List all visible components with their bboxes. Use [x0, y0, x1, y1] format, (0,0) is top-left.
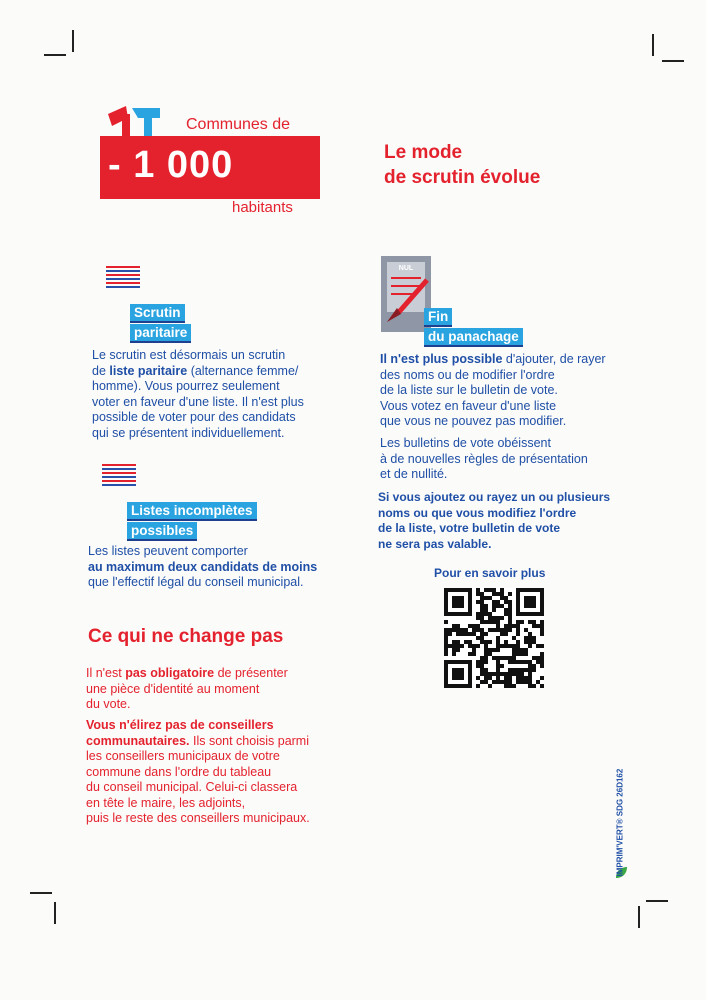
- striped-flag-icon: [102, 464, 136, 488]
- text-span: Ils sont choisis parmi: [189, 733, 309, 748]
- text-line: que l'effectif légal du conseil municipal.: [88, 575, 304, 589]
- text-line: de la liste, votre bulletin de vote: [378, 521, 561, 535]
- town-hall-icon: [104, 104, 164, 140]
- text-span: Il n'est: [86, 666, 126, 680]
- tag-line: du panachage: [424, 328, 523, 347]
- tag-line: Fin: [424, 308, 452, 327]
- text-line: en tête le maire, les adjoints,: [86, 795, 246, 810]
- population-number: - 1 000: [108, 144, 234, 186]
- text-line: qui se présentent individuellement.: [92, 425, 285, 440]
- text-line: Le scrutin est désormais un scrutin: [92, 348, 286, 362]
- text-bold: liste paritaire: [109, 363, 188, 378]
- crop-mark: [54, 902, 56, 924]
- crop-mark: [44, 54, 66, 56]
- text-line: les conseillers municipaux de votre: [86, 749, 280, 763]
- text-line: des noms ou de modifier l'ordre: [380, 367, 555, 382]
- tag-line: possibles: [127, 522, 197, 541]
- listes-paragraph: [88, 544, 317, 591]
- text-line: [86, 734, 310, 750]
- text-line: [92, 364, 304, 380]
- crop-mark: [72, 30, 74, 52]
- tag-fin-panachage: [424, 308, 523, 348]
- text-line: au maximum deux candidats de moins: [88, 559, 318, 574]
- page-title: [384, 140, 540, 190]
- title-line2: de scrutin évolue: [384, 167, 541, 188]
- more-info-label: Pour en savoir plus: [434, 566, 546, 580]
- population-banner: [100, 136, 320, 199]
- text-line: commune dans l'ordre du tableau: [86, 764, 272, 779]
- qr-code[interactable]: [444, 588, 544, 688]
- text-line: Vous votez en faveur d'une liste: [380, 398, 557, 413]
- text-bold: Il n'est plus possible: [380, 352, 503, 366]
- change-paragraph-1: [86, 666, 288, 713]
- crop-mark: [652, 34, 654, 56]
- tag-line: Scrutin: [130, 304, 185, 323]
- change-paragraph-2: [86, 718, 310, 827]
- text-line: noms ou que vous modifiez l'ordre: [378, 505, 577, 520]
- text-span: d'ajouter, de rayer: [502, 352, 606, 366]
- text-line: Les bulletins de vote obéissent: [380, 436, 551, 450]
- crop-mark: [646, 900, 668, 902]
- text-span: de présenter: [214, 666, 288, 680]
- text-line: une pièce d'identité au moment: [86, 681, 260, 696]
- text-line: et de nullité.: [380, 467, 448, 481]
- tag-line: paritaire: [130, 324, 191, 343]
- tag-line: Listes incomplètes: [127, 502, 257, 521]
- imprint-text: IMPRIM'VERT® SDG 26D162: [615, 768, 625, 877]
- text-line: voter en faveur d'une liste. Il n'est plus: [92, 394, 304, 409]
- text-line: homme). Vous pourrez seulement: [92, 379, 280, 393]
- text-line: puis le reste des conseillers municipaux.: [86, 811, 310, 825]
- text-line: du conseil municipal. Celui-ci classera: [86, 780, 298, 794]
- text-line: à de nouvelles règles de présentation: [380, 451, 588, 466]
- imprint-mark: [614, 768, 628, 880]
- text-span: de: [92, 363, 110, 378]
- text-line: Si vous ajoutez ou rayez un ou plusieurs: [378, 490, 611, 504]
- text-line: ne sera pas valable.: [378, 536, 492, 551]
- text-line: possible de voter pour des candidats: [92, 410, 296, 424]
- text-line: Vous n'élirez pas de conseillers: [86, 718, 274, 732]
- habitants-label: habitants: [232, 199, 293, 216]
- section-heading: Ce qui ne change pas: [88, 626, 284, 647]
- scrutin-paragraph: [92, 348, 304, 441]
- text-bold: communautaires.: [86, 733, 190, 748]
- tag-scrutin-paritaire: [130, 304, 191, 344]
- title-line1: Le mode: [384, 142, 463, 163]
- panachage-paragraph-1: [380, 352, 606, 430]
- panachage-paragraph-2: [380, 436, 588, 483]
- tag-listes-incompletes: [127, 502, 257, 542]
- ballot-label: NUL: [398, 265, 414, 272]
- text-line: [86, 666, 288, 682]
- text-line: Les listes peuvent comporter: [88, 544, 248, 558]
- crop-mark: [662, 60, 684, 62]
- crop-mark: [638, 906, 640, 928]
- text-line: [380, 352, 606, 368]
- text-line: que vous ne pouvez pas modifier.: [380, 414, 567, 428]
- panachage-paragraph-3: [378, 490, 610, 552]
- text-bold: pas obligatoire: [125, 666, 215, 680]
- communes-label: Communes de: [186, 116, 291, 133]
- text-line: du vote.: [86, 697, 131, 711]
- text-line: de la liste sur le bulletin de vote.: [380, 383, 558, 397]
- text-span: (alternance femme/: [187, 363, 299, 378]
- crop-mark: [30, 892, 52, 894]
- striped-flag-icon: [106, 266, 140, 290]
